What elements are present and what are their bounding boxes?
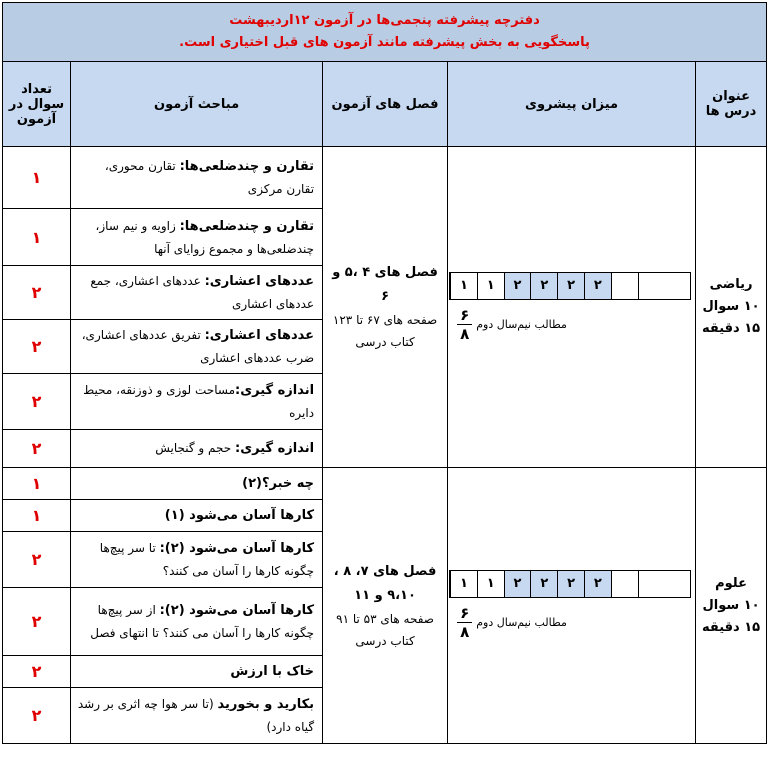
fraction-numerator: ۶ [457,604,472,623]
topic-cell [71,588,323,656]
subject-q: ۱۰ سوال [702,299,760,314]
progress-segment [611,571,638,597]
progress-cell [448,468,696,744]
progress-segment [664,273,690,299]
progress-label: مطالب نیم‌سال دوم [476,317,567,331]
progress-segment: ۱ [450,273,477,299]
progress-segment: ۲ [504,571,531,597]
topic-row [3,147,767,209]
topic-detail: از سر پیچ‌ها چگونه کارها را آسان می کنند؟ تا انتهای فصل [90,603,315,640]
chapters-cell [323,147,448,468]
fraction-denominator: ۸ [460,324,470,343]
title-line-1: دفترچه پیشرفته پنجمی‌ها در آزمون ۱۲اردیبهشت [229,13,540,28]
lesson-plan-table [2,2,767,744]
topic-heading: عددهای اعشاری: [204,328,315,343]
subject-q: ۱۰ سوال [702,597,760,613]
topic-detail: تا سر پیچ‌ها چگونه کارها را آسان می کنند؟ [99,541,315,578]
question-count: ۲ [3,688,71,744]
topic-heading: تقارن و چندضلعی‌ها: [179,159,315,174]
subject-time: ۱۵ دقیقه [701,619,761,635]
progress-fraction-row [451,604,691,641]
topic-detail: مساحت لوزی و ذوزنقه، محیط دایره [83,383,315,420]
chapters-title: فصل های ۷، ۸ ، ۹،۱۰ و ۱۱ [333,563,437,603]
fraction-denominator: ۸ [460,623,470,641]
progress-segment: ۲ [584,571,611,597]
subject-time: ۱۵ دقیقه [701,321,761,336]
progress-fraction [457,306,472,343]
topic-cell [71,430,323,468]
topic-detail: تفریق عددهای اعشاری، ضرب عددهای اعشاری [81,328,315,365]
topic-detail: عددهای اعشاری، جمع عددهای اعشاری [90,274,315,311]
question-count: ۲ [3,266,71,320]
question-count: ۱ [3,147,71,209]
question-count: ۲ [3,320,71,374]
subject-name: علوم [715,575,747,591]
topic-heading: اندازه گیری: [235,383,315,398]
topic-heading: اندازه گیری: [235,441,315,456]
progress-segment: ۱ [477,571,504,597]
topic-detail: (تا سر هوا چه اثری بر رشد گیاه دارد) [77,697,315,734]
question-count: ۱ [3,500,71,532]
header-row [3,62,767,147]
question-count: ۱ [3,468,71,500]
chapters-title: فصل های ۴ ،۵ و ۶ [332,265,438,304]
question-count: ۲ [3,532,71,588]
progress-segment: ۱ [477,273,504,299]
header-count: تعداد سوال در آزمون [3,62,71,147]
subject-cell [696,147,767,468]
topic-cell [71,320,323,374]
header-topics: مباحث آزمون [71,62,323,147]
progress-segment: ۲ [557,273,584,299]
topic-heading: چه خبر؟(۲) [242,476,315,491]
topic-heading: تقارن و چندضلعی‌ها: [179,218,315,234]
topic-cell [71,209,323,266]
progress-segment [638,273,665,299]
progress-fraction [457,604,472,641]
progress-segment: ۲ [584,273,611,299]
subject-cell [696,468,767,744]
topic-detail: حجم و گنجایش [155,441,235,455]
topic-cell [71,532,323,588]
topic-heading: کارها آسان می‌شود (۱) [164,508,315,523]
topic-cell [71,656,323,688]
topic-detail: زاویه و نیم ساز، چندضلعی‌ها و مجموع زوایای آنها [95,218,315,256]
topic-cell [71,688,323,744]
question-count: ۲ [3,374,71,430]
progress-fraction-row [451,306,691,343]
topic-cell [71,500,323,532]
progress-cell [448,147,696,468]
topic-detail: تقارن محوری، تقارن مرکزی [104,159,315,196]
progress-label: مطالب نیم‌سال دوم [476,616,567,629]
topic-heading: کارها آسان می‌شود (۲): [159,541,315,556]
topic-cell [71,374,323,430]
progress-segment [611,273,638,299]
progress-segment [638,571,665,597]
topic-heading: کارها آسان می‌شود (۲): [159,603,315,618]
subject-name: ریاضی [709,277,753,292]
title-cell [3,3,767,62]
lesson-plan-table-wrap [2,2,766,744]
question-count: ۱ [3,209,71,266]
topic-cell [71,468,323,500]
title-row [3,3,767,62]
progress-segment: ۲ [530,571,557,597]
topic-heading: بکارید و بخورید [217,697,315,712]
progress-bar [449,570,691,598]
question-count: ۲ [3,430,71,468]
chapters-pages: صفحه های ۵۳ تا ۹۱ کتاب درسی [336,611,434,648]
progress-bar [449,272,691,300]
chapters-cell [323,468,448,744]
chapters-pages: صفحه های ۶۷ تا ۱۲۳ کتاب درسی [332,313,438,349]
topic-cell [71,147,323,209]
title-line-2: پاسخگویی به بخش پیشرفته مانند آزمون های قبل اختیاری است. [179,35,590,50]
header-chapters: فصل های آزمون [323,62,448,147]
topic-heading: عددهای اعشاری: [204,274,315,289]
fraction-numerator: ۶ [457,306,472,325]
topic-heading: خاک با ارزش [230,664,315,679]
progress-segment: ۲ [530,273,557,299]
header-subject: عنوان درس ها [696,62,767,147]
question-count: ۲ [3,588,71,656]
progress-segment: ۱ [450,571,477,597]
topic-cell [71,266,323,320]
progress-segment: ۲ [557,571,584,597]
progress-segment [664,571,690,597]
header-progress: میزان پیشروی [448,62,696,147]
progress-segment: ۲ [504,273,531,299]
topic-row [3,468,767,500]
question-count: ۲ [3,656,71,688]
